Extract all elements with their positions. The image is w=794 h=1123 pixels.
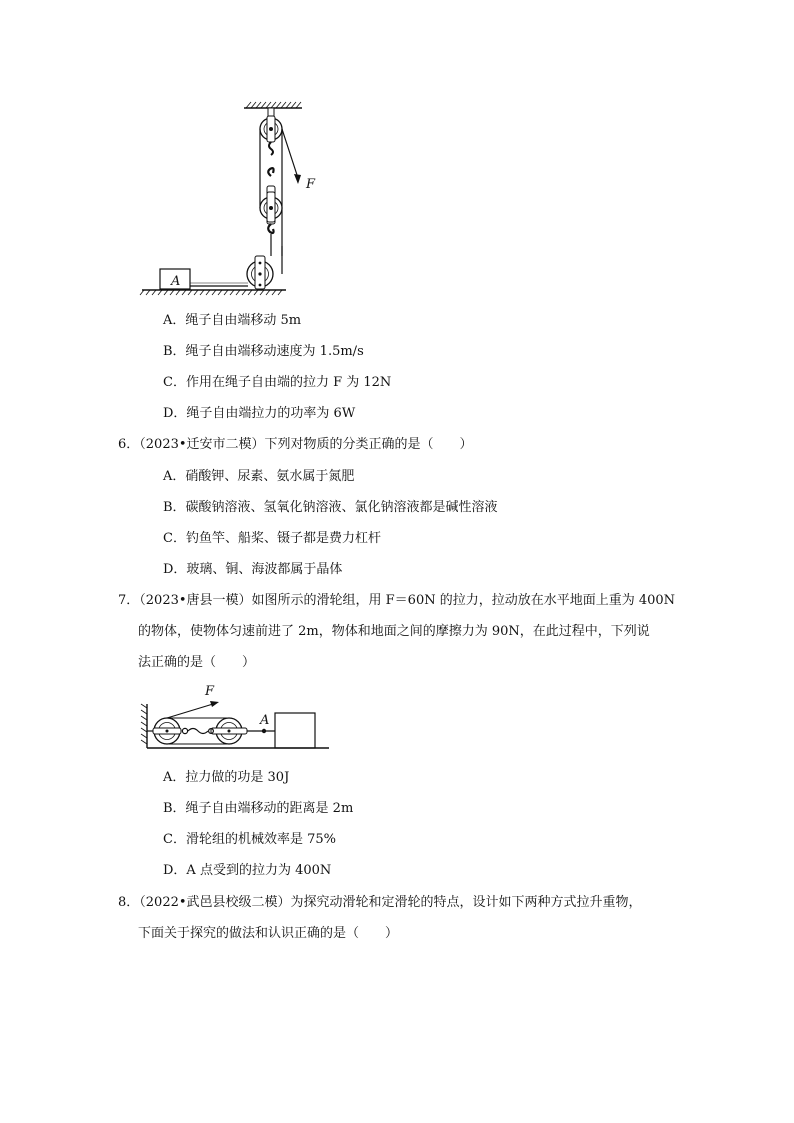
ground-hatch: [140, 290, 282, 295]
force-label: F: [205, 684, 215, 699]
wall-hatch: [141, 704, 147, 744]
point-a-label: A: [260, 713, 270, 728]
block-label: A: [171, 274, 181, 289]
q7-option-b: B．绳子自由端移动的距离是 2m: [163, 801, 354, 816]
ceiling-hatch: [246, 102, 301, 108]
q5-option-c: C．作用在绳子自由端的拉力 F 为 12N: [163, 375, 392, 390]
connector-hook: [188, 729, 208, 734]
q7-stem-line3: 法正确的是（ ）: [138, 655, 256, 670]
q7-option-d: D．A 点受到的拉力为 400N: [163, 863, 332, 878]
q6-option-d: D．玻璃、铜、海波都属于晶体: [163, 562, 343, 577]
q6-stem: 6．（2023•迁安市二模）下列对物质的分类正确的是（ ）: [118, 437, 473, 452]
movable-pulley: [209, 718, 247, 744]
q8-stem-line2: 下面关于探究的做法和认识正确的是（ ）: [138, 926, 399, 941]
rope-free-end: [167, 704, 213, 718]
fixed-pulley-top: [260, 108, 282, 155]
q7-option-a: A．拉力做的功是 30J: [163, 770, 290, 785]
q6-option-a: A．硝酸钾、尿素、氨水属于氮肥: [163, 469, 355, 484]
pulley-system-diagram: [138, 96, 316, 298]
q7-stem-line1: 7．（2023•唐县一模）如图所示的滑轮组，用 F＝60N 的拉力，拉动放在水平地面上重为 400N: [118, 593, 676, 608]
movable-pulley-middle: [260, 168, 282, 233]
point-a: [262, 729, 266, 733]
object-block: [275, 713, 315, 748]
q5-option-d: D．绳子自由端拉力的功率为 6W: [163, 406, 356, 421]
rope-free-end: [282, 129, 298, 178]
force-arrowhead: [210, 701, 219, 707]
fixed-pulley-bottom: [247, 256, 273, 289]
force-arrowhead: [294, 174, 301, 184]
q5-option-b: B．绳子自由端移动速度为 1.5m/s: [163, 344, 364, 359]
q5-option-a: A．绳子自由端移动 5m: [163, 313, 302, 328]
force-label: F: [306, 177, 316, 192]
fixed-pulley-wall: [147, 718, 188, 744]
horizontal-pulley-diagram: [137, 684, 332, 754]
q8-stem-line1: 8．（2022•武邑县校级二模）为探究动滑轮和定滑轮的特点，设计如下两种方式拉升重物，: [118, 895, 642, 910]
q6-option-b: B．碳酸钠溶液、氢氧化钠溶液、氯化钠溶液都是碱性溶液: [163, 500, 498, 515]
q7-stem-line2: 的物体，使物体匀速前进了 2m，物体和地面之间的摩擦力为 90N，在此过程中，下列说: [138, 624, 650, 639]
q6-option-c: C．钓鱼竿、船桨、镊子都是费力杠杆: [163, 531, 381, 546]
q7-option-c: C．滑轮组的机械效率是 75%: [163, 832, 336, 847]
